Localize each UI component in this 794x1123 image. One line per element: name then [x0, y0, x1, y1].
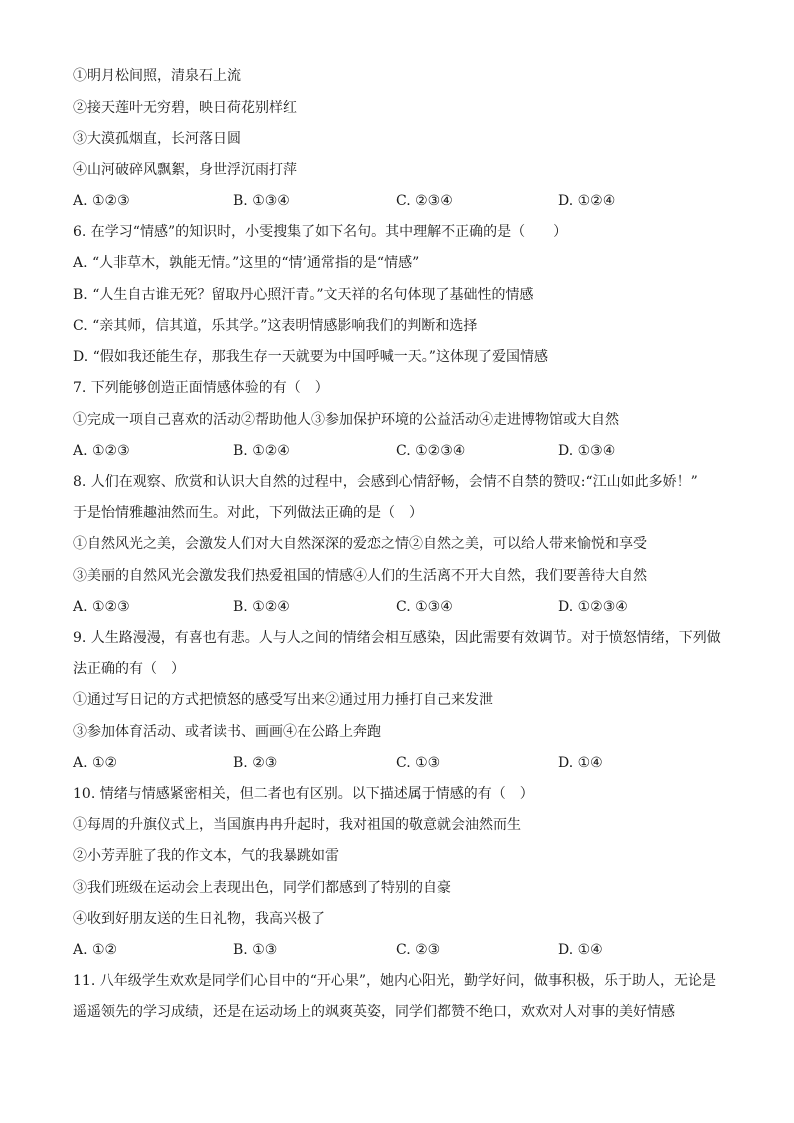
statement-2: ②接天莲叶无穷碧，映日荷花别样红	[73, 100, 297, 116]
q9-options	[73, 753, 733, 773]
q5-option-b: B. ①③④	[233, 193, 290, 209]
q9-option-d: D. ①④	[558, 755, 603, 771]
q10-statement-2: ②小芳弄脏了我的作文本，气的我暴跳如雷	[73, 848, 339, 864]
q10-options	[73, 940, 733, 960]
q5-options	[73, 191, 733, 211]
question-9-line-1: 9. 人生路漫漫，有喜也有悲。人与人之间的情绪会相互感染，因此需要有效调节。对于愤怒情绪，下列做	[73, 630, 721, 646]
q10-statement-1: ①每周的升旗仪式上，当国旗冉冉升起时，我对祖国的敬意就会油然而生	[73, 817, 521, 833]
q8-option-b: B. ①②④	[233, 599, 290, 615]
question-6: 6. 在学习“情感”的知识时，小雯搜集了如下名句。其中理解不正确的是（ ）	[73, 224, 568, 240]
statement-1: ①明月松间照，清泉石上流	[73, 68, 241, 84]
q7-option-b: B. ①②④	[233, 443, 290, 459]
q6-option-d: D. “假如我还能生存，那我生存一天就要为中国呼喊一天。”这体现了爱国情感	[73, 349, 548, 365]
q8-statements-2: ③美丽的自然风光会激发我们热爱祖国的情感④人们的生活离不开大自然，我们要善待大自然	[73, 568, 647, 584]
q10-statement-4: ④收到好朋友送的生日礼物，我高兴极了	[73, 911, 325, 927]
q7-option-d: D. ①③④	[558, 443, 616, 459]
statement-4: ④山河破碎风飘絮，身世浮沉雨打萍	[73, 162, 297, 178]
question-10: 10. 情绪与情感紧密相关，但二者也有区别。以下描述属于情感的有（ ）	[73, 786, 534, 802]
q8-options	[73, 597, 733, 617]
q7-option-a: A. ①②③	[73, 443, 130, 459]
q9-option-a: A. ①②	[73, 755, 118, 771]
statement-3: ③大漠孤烟直，长河落日圆	[73, 131, 241, 147]
q8-option-d: D. ①②③④	[558, 599, 628, 615]
question-11-line-2: 遥遥领先的学习成绩，还是在运动场上的飒爽英姿，同学们都赞不绝口，欢欢对人对事的美好情感	[73, 1004, 675, 1020]
q9-statements-1: ①通过写日记的方式把愤怒的感受写出来②通过用力捶打自己来发泄	[73, 692, 493, 708]
q10-statement-3: ③我们班级在运动会上表现出色，同学们都感到了特别的自豪	[73, 880, 451, 896]
q8-statements-1: ①自然风光之美，会激发人们对大自然深深的爱恋之情②自然之美，可以给人带来愉悦和享受	[73, 536, 647, 552]
q6-option-a: A. “人非草木，孰能无情。”这里的“情’通常指的是“情感”	[73, 255, 420, 271]
q7-statements: ①完成一项自己喜欢的活动②帮助他人③参加保护环境的公益活动④走进博物馆或大自然	[73, 412, 619, 428]
q10-option-c: C. ②③	[396, 942, 441, 958]
question-11-line-1: 11. 八年级学生欢欢是同学们心目中的“开心果”，她内心阳光，勤学好问，做事积极，乐于助人，无论是	[73, 973, 717, 989]
q5-option-c: C. ②③④	[396, 193, 453, 209]
q9-option-c: C. ①③	[396, 755, 441, 771]
q9-statements-2: ③参加体育活动、或者读书、画画④在公路上奔跑	[73, 724, 381, 740]
q10-option-b: B. ①③	[233, 942, 278, 958]
question-8-line-2: 于是怡情雅趣油然而生。对此，下列做法正确的是（ ）	[73, 505, 423, 521]
q9-option-b: B. ②③	[233, 755, 278, 771]
q7-options	[73, 441, 733, 461]
q6-option-c: C. “亲其师，信其道，乐其学。”这表明情感影响我们的判断和选择	[73, 318, 478, 334]
q6-option-b: B. “人生自古谁无死？留取丹心照汗青。”文天祥的名句体现了基础性的情感	[73, 287, 534, 303]
question-7: 7. 下列能够创造正面情感体验的有（ ）	[73, 380, 329, 396]
q8-option-a: A. ①②③	[73, 599, 130, 615]
q8-option-c: C. ①③④	[396, 599, 453, 615]
question-8-line-1: 8. 人们在观察、欣赏和认识大自然的过程中，会感到心情舒畅，会情不自禁的赞叹:“江山如此多娇！”	[73, 474, 698, 490]
question-9-line-2: 法正确的有（ ）	[73, 661, 185, 677]
q5-option-a: A. ①②③	[73, 193, 130, 209]
q5-option-d: D. ①②④	[558, 193, 616, 209]
q10-option-a: A. ①②	[73, 942, 118, 958]
q10-option-d: D. ①④	[558, 942, 603, 958]
q7-option-c: C. ①②③④	[396, 443, 466, 459]
